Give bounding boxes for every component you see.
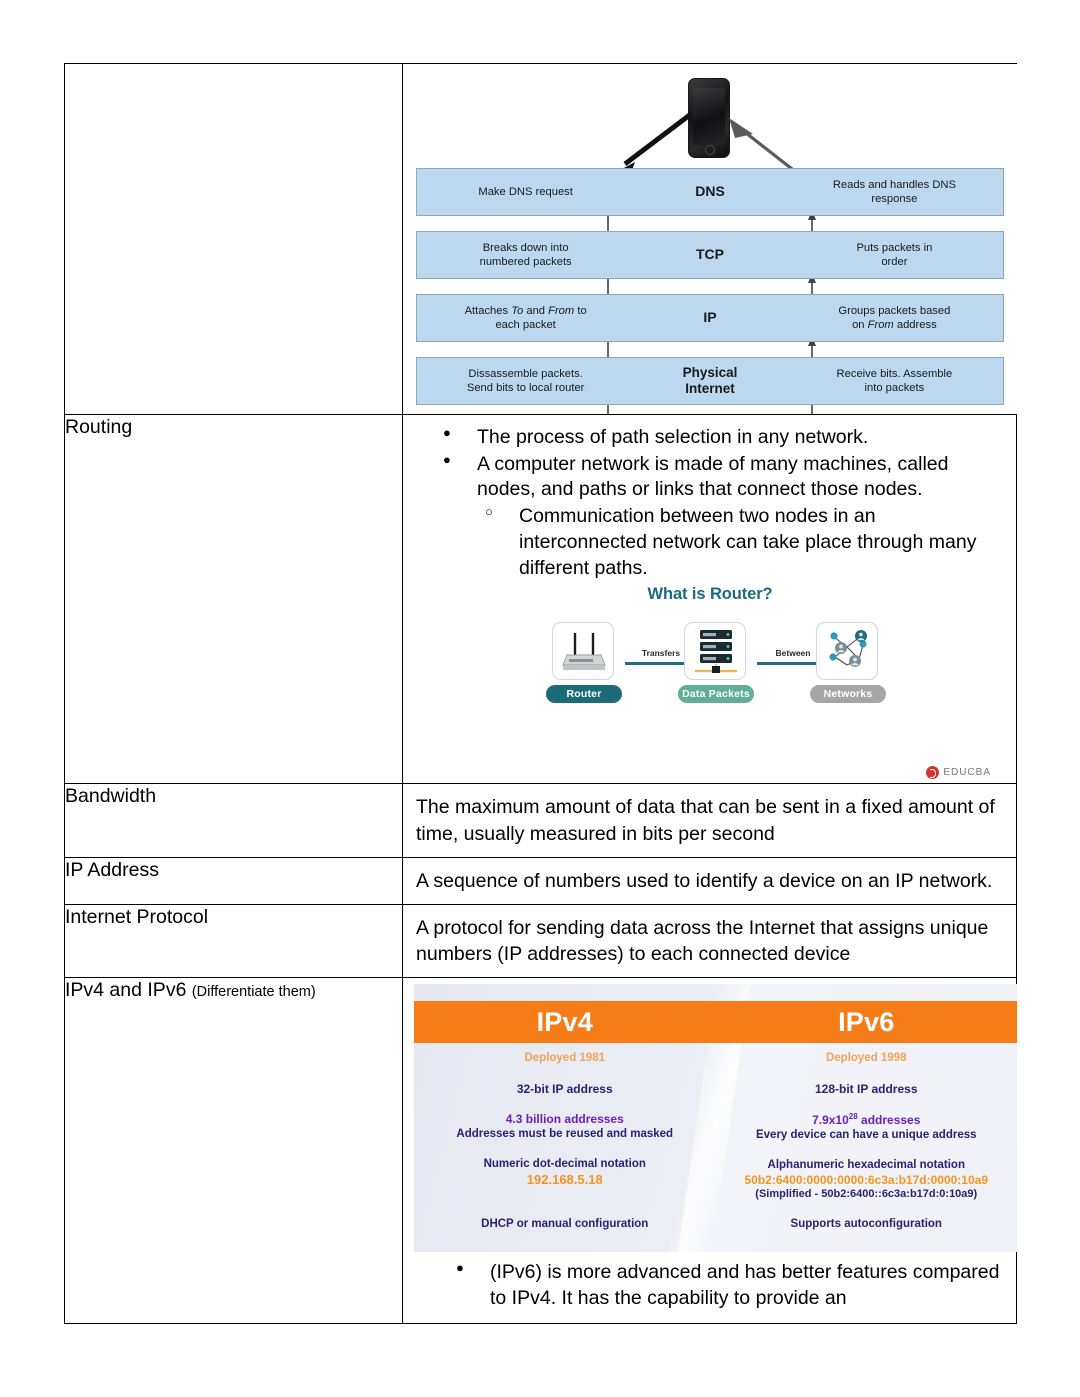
router-node [552,622,614,701]
physical-left-line1: Dissassemble packets. [468,368,583,380]
ipv4-ipv6-columns [414,1043,1017,1230]
router-icon [553,623,615,681]
ipv6-deployed: Deployed 1998 [825,1052,907,1065]
dns-layer-physical-internet [416,357,1004,405]
ipv4-example-address: 192.168.5.18 [526,1172,603,1188]
ipv6-example-address: 50b2:6400:0000:0000:6c3a:b17d:0000:10a9 [744,1173,988,1188]
list-item: ● The process of path selection in any network. [443,425,1003,451]
physical-layer-right-text [786,367,1003,395]
ipv6-tail-bullets [403,1252,1016,1322]
dns-stack-diagram [403,64,1017,414]
tcp-right-line1: Puts packets in [856,242,933,254]
networks-node-label: Networks [810,685,886,703]
definition-cell-routing [403,415,1017,784]
table-row [65,64,1017,415]
ipv4-deployed: Deployed 1981 [524,1052,606,1065]
ipv4-column [414,1043,716,1230]
routing-bullet-list [403,425,1003,581]
tcp-layer-left-text [417,241,634,269]
term-label: Routing [65,416,133,438]
list-item: ○ Communication between two nodes in an interconnected network can take place through many different paths. [477,504,1003,581]
ipv6-count [716,1096,1018,1127]
ip-left-post: to [574,305,587,317]
physical-right-line2: into packets [864,382,925,394]
ip-left-line2: each packet [495,319,556,331]
ipv6-column [716,1043,1018,1230]
tcp-layer-name: TCP [696,246,724,263]
term-cell-empty [65,64,403,415]
term-cell-bandwidth [65,784,403,857]
ip-layer-name: IP [703,309,717,326]
ipv6-simplified-address: (Simplified - 50b2:6400::6c3a:b17d:0:10a9) [755,1188,978,1201]
dns-layer-dns [416,168,1004,216]
tcp-left-line2: numbered packets [479,256,572,268]
server-rack-icon [685,623,747,681]
router-node-label: Router [546,685,622,703]
ipv6-count-exponent: 28 [848,1112,858,1122]
dns-layer-tcp [416,231,1004,279]
ip-left-italic-to: To [511,305,524,317]
educba-logo-icon [926,766,939,779]
term-label: IP Address [65,858,159,881]
term-label: Internet Protocol [65,905,209,928]
router-diagram [403,583,1017,783]
definition-text: The maximum amount of data that can be sent in a fixed amount of time, usually measured in bits per second [416,796,995,845]
ipv6-count-pre: 7.9x10 [812,1113,849,1128]
ipv4-bits: 32-bit IP address [516,1082,613,1097]
ipv4-count-sub: Addresses must be reused and masked [456,1128,674,1141]
table-row [65,978,1017,1323]
definition-text: A protocol for sending data across the Internet that assigns unique numbers (IP addresses) to each connected device [416,916,989,965]
routing-sub-bullet-list [477,504,1003,581]
ipv6-bullet-list [416,1260,1003,1311]
networks-node [816,622,878,701]
ipv4-config: DHCP or manual configuration [481,1218,649,1231]
physical-name-line1: Physical [682,365,738,381]
ipv4-count: 4.3 billion addresses [505,1112,624,1127]
tcp-left-line1: Breaks down into [482,242,569,254]
network-icon [817,623,879,681]
term-cell-internet-protocol [65,904,403,977]
router-diagram-title: What is Router? [647,585,773,604]
dns-layer-right-line2: response [871,193,918,205]
physical-layer-left-text [417,367,634,395]
ip-layer-right-text [786,304,1003,332]
notes-table [64,63,1017,1324]
definition-cell-ip-address [403,857,1017,904]
ipv4-ipv6-header-bar [414,1001,1017,1043]
dns-layer-right-text [786,178,1003,206]
ipv6-header: IPv6 [838,1006,895,1037]
ip-left-italic-from: From [548,305,575,317]
table-row [65,784,1017,857]
connector-label: Between [775,648,811,659]
term-label-sub: (Differentiate them) [191,984,316,1001]
ipv4-notation: Numeric dot-decimal notation [483,1158,646,1171]
term-cell-routing [65,415,403,784]
physical-left-line2: Send bits to local router [466,382,585,394]
term-label: Bandwidth [65,785,157,808]
list-item: ● (IPv6) is more advanced and has better features compared to IPv4. It has the capability to provide an [456,1260,1003,1311]
data-packets-node [682,622,750,701]
educba-watermark-text: EDUCBA [943,767,991,779]
table-row [65,415,1017,784]
physical-right-line1: Receive bits. Assemble [836,368,953,380]
ip-left-mid: and [523,305,549,317]
ip-right-line1: Groups packets based [838,305,951,317]
definition-cell-internet-protocol [403,904,1017,977]
term-cell-ip-address [65,857,403,904]
dns-layer-left-text: Make DNS request [478,186,573,198]
tcp-layer-right-text [786,241,1003,269]
term-cell-ipv4-ipv6 [65,978,403,1323]
list-item [443,452,1003,582]
ip-right-post: address [893,319,937,331]
ip-left-pre: Attaches [464,305,512,317]
ipv6-count-sub: Every device can have a unique address [755,1129,977,1142]
ipv6-config: Supports autoconfiguration [790,1218,942,1231]
tcp-right-line2: order [881,256,908,268]
smartphone-icon [688,78,730,158]
data-packets-node-label: Data Packets [678,685,754,703]
dns-layer-ip [416,294,1004,342]
ipv4-header: IPv4 [536,1006,593,1037]
physical-layer-name [634,365,785,397]
definition-cell-bandwidth [403,784,1017,857]
term-label: IPv4 and IPv6 [65,979,187,1002]
connector-label: Transfers [641,648,681,659]
ip-layer-left-text [417,304,634,332]
definition-text: A sequence of numbers used to identify a device on an IP network. [416,869,993,892]
definition-cell-ipv4-ipv6 [403,978,1017,1323]
ip-right-italic-from: From [867,319,894,331]
ipv6-notation: Alphanumeric hexadecimal notation [767,1159,965,1172]
dns-layer-name: DNS [695,183,725,200]
table-row [65,904,1017,977]
ip-right-pre: on [852,319,868,331]
ipv4-ipv6-comparison-graphic [414,984,1017,1252]
list-item-text: A computer network is made of many machines, called nodes, and paths or links that connect those nodes. [477,452,949,501]
educba-watermark [926,766,991,779]
dns-layer-right-line1: Reads and handles DNS [832,179,956,191]
table-row [65,857,1017,904]
ipv6-bits: 128-bit IP address [815,1082,918,1097]
physical-name-line2: Internet [685,381,735,396]
definition-cell-dns-figure [403,64,1017,415]
router-diagram-row [403,622,1017,737]
ipv6-count-post: addresses [857,1113,921,1128]
